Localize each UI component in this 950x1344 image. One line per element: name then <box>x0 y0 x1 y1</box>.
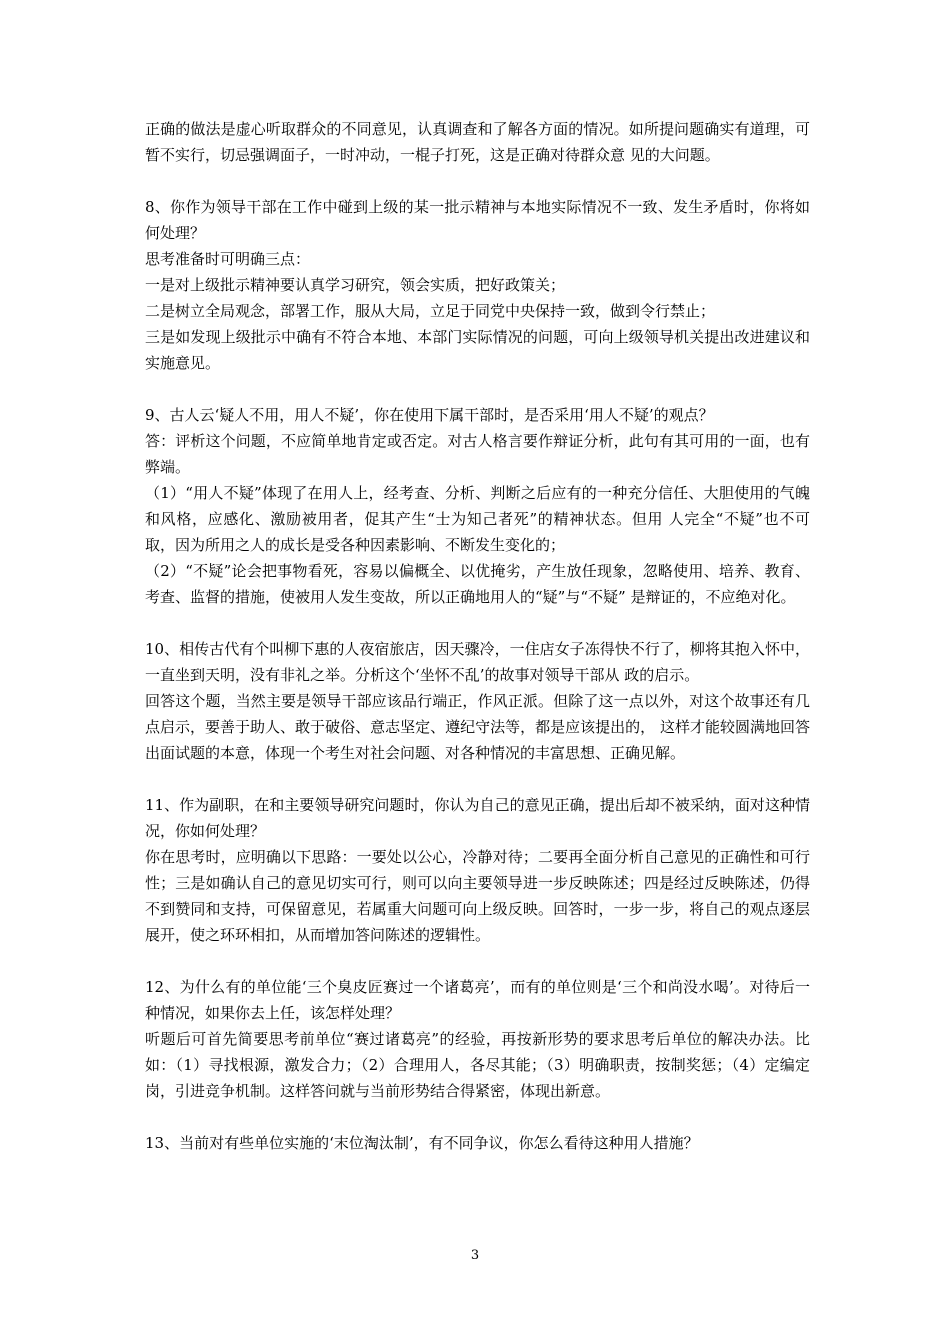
body-paragraph: 答：评析这个问题，不应简单地肯定或否定。对古人格言要作辩证分析，此句有其可用的一面，也有弊端。 <box>145 432 810 476</box>
body-paragraph: 11、作为副职，在和主要领导研究问题时，你认为自己的意见正确，提出后却不被采纳，面对这种情况，你如何处理？ <box>145 796 810 840</box>
body-paragraph: 听题后可首先简要思考前单位“赛过诸葛亮”的经验，再按新形势的要求思考后单位的解决办法。比如：（1）寻找根源，激发合力；（2）合理用人，各尽其能；（3）明确职责，按制奖惩；（4）定编定岗，引进竞争机制。这样答问就与当前形势结合得紧密，体现出新意。 <box>145 1030 810 1100</box>
body-paragraph: 正确的做法是虚心听取群众的不同意见，认真调查和了解各方面的情况。如所提问题确实有道理，可暂不实行，切忌强调面子，一时冲动，一棍子打死，这是正确对待群众意 见的大问题。 <box>145 120 810 164</box>
body-paragraph: 二是树立全局观念，部署工作，服从大局，立足于同党中央保持一致，做到令行禁止； <box>145 302 716 320</box>
body-paragraph: （2）“不疑”论会把事物看死，容易以偏概全、以优掩劣，产生放任现象，忽略使用、培养、教育、考查、监督的措施，使被用人发生变故，所以正确地用人的“疑”与“不疑” 是辩证的，不应绝对化。 <box>145 562 810 606</box>
body-paragraph: 思考准备时可明确三点： <box>145 250 311 268</box>
body-paragraph: 8、你作为领导干部在工作中碰到上级的某一批示精神与本地实际情况不一致、发生矛盾时，你将如何处理？ <box>145 198 810 242</box>
body-paragraph: 回答这个题，当然主要是领导干部应该品行端正，作风正派。但除了这一点以外，对这个故事还有几点启示，要善于助人、敢于破俗、意志坚定、遵纪守法等，都是应该提出的， 这样才能较圆满地回答出面试题的本意，体现一个考生对社会问题、对各种情况的丰富思想、正确见解。 <box>145 692 810 762</box>
body-paragraph: 13、当前对有些单位实施的‘末位淘汰制’，有不同争议，你怎么看待这种用人措施？ <box>145 1134 699 1152</box>
body-paragraph: （1）“用人不疑”体现了在用人上，经考查、分析、判断之后应有的一种充分信任、大胆使用的气魄和风格，应感化、激励被用者，促其产生“士为知己者死”的精神状态。但用 人完全“不疑”也不可取，因为所用之人的成长是受各种因素影响、不断发生变化的； <box>145 484 810 554</box>
body-paragraph: 12、为什么有的单位能‘三个臭皮匠赛过一个诸葛亮’，而有的单位则是‘三个和尚没水喝’。对待后一种情况，如果你去上任，该怎样处理？ <box>145 978 810 1022</box>
body-paragraph: 三是如发现上级批示中确有不符合本地、本部门实际情况的问题，可向上级领导机关提出改进建议和实施意见。 <box>145 328 810 372</box>
body-paragraph: 9、古人云‘疑人不用，用人不疑’，你在使用下属干部时，是否采用‘用人不疑’的观点？ <box>145 406 714 424</box>
document-body <box>145 116 810 1156</box>
body-paragraph: 10、相传古代有个叫柳下惠的人夜宿旅店，因天骤冷，一住店女子冻得快不行了，柳将其抱入怀中，一直坐到天明，没有非礼之举。分析这个‘坐怀不乱’的故事对领导干部从 政的启示。 <box>145 640 810 684</box>
page-number: 3 <box>470 1248 480 1263</box>
body-paragraph: 一是对上级批示精神要认真学习研究，领会实质，把好政策关； <box>145 276 566 294</box>
body-paragraph: 你在思考时，应明确以下思路：一要处以公心，冷静对待；二要再全面分析自己意见的正确性和可行性；三是如确认自己的意见切实可行，则可以向主要领导进一步反映陈述；四是经过反映陈述，仍得不到赞同和支持，可保留意见，若属重大问题可向上级反映。回答时，一步一步，将自己的观点逐层展开，使之环环相扣，从而增加答问陈述的逻辑性。 <box>145 848 810 944</box>
